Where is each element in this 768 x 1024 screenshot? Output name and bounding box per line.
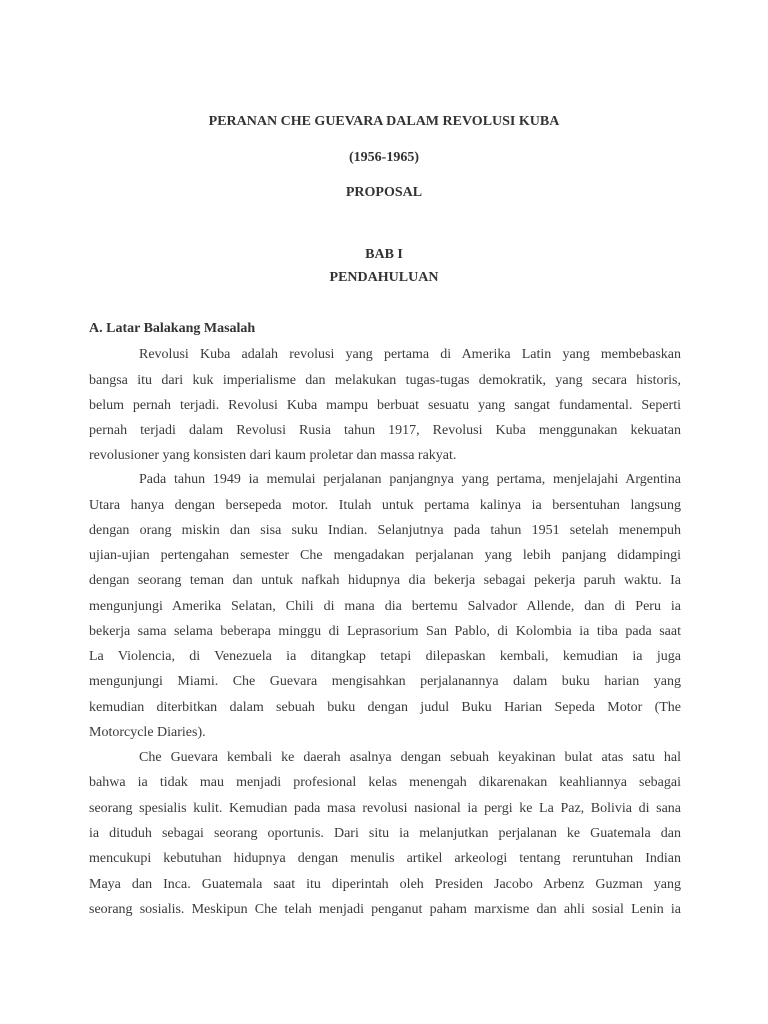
paragraph-line: dengan seorang teman dan untuk nafkah hidupnya dia bekerja sebagai pekerja paruh waktu. Ia (89, 573, 681, 588)
paragraph-line: Revolusi Kuba adalah revolusi yang pertama di Amerika Latin yang membebaskan (139, 347, 681, 362)
paragraph-line: dengan orang miskin dan sisa suku Indian. Selanjutnya pada tahun 1951 setelah menempuh (89, 523, 681, 538)
paragraph-line: La Violencia, di Venezuela ia ditangkap tetapi dilepaskan kembali, kemudian ia juga (89, 649, 681, 664)
chapter-number: BAB I (365, 247, 403, 262)
paragraph-line: belum pernah terjadi. Revolusi Kuba mampu berbuat sesuatu yang sangat fundamental. Seperti (89, 398, 681, 413)
paragraph-line: ia dituduh sebagai seorang oportunis. Dari situ ia melanjutkan perjalanan ke Guatemala dan (89, 826, 681, 841)
paragraph-line: bangsa itu dari kuk imperialisme dan melakukan tugas-tugas demokratik, yang secara historis, (89, 373, 681, 388)
paragraph-line: bahwa ia tidak mau menjadi profesional kelas menengah dikarenakan keahliannya sebagai (89, 775, 681, 790)
paragraph-line: Che Guevara kembali ke daerah asalnya dengan sebuah keyakinan bulat atas satu hal (139, 750, 681, 765)
document-title: PERANAN CHE GUEVARA DALAM REVOLUSI KUBA (208, 114, 560, 129)
paragraph-line: ujian-ujian pertengahan semester Che mengadakan perjalanan yang lebih panjang didampingi (89, 548, 681, 563)
paragraph-line: bekerja sama selama beberapa minggu di Leprasorium San Pablo, di Kolombia ia tiba pada saat (89, 624, 681, 639)
paragraph-line: Utara hanya dengan bersepeda motor. Itulah untuk pertama kalinya ia bersentuhan langsung (89, 498, 681, 513)
paragraph-line: Motorcycle Diaries). (89, 725, 206, 740)
paragraph-line: Pada tahun 1949 ia memulai perjalanan panjangnya yang pertama, menjelajahi Argentina (139, 472, 681, 487)
chapter-name: PENDAHULUAN (329, 270, 439, 285)
document-type: PROPOSAL (345, 185, 423, 200)
paragraph-line: mencukupi kebutuhan hidupnya dengan menulis artikel arkeologi tentang reruntuhan Indian (89, 851, 681, 866)
paragraph-line: revolusioner yang konsisten dari kaum proletar dan massa rakyat. (89, 448, 457, 463)
paragraph-line: mengunjungi Amerika Selatan, Chili di mana dia bertemu Salvador Allende, dan di Peru ia (89, 599, 681, 614)
paragraph-line: Maya dan Inca. Guatemala saat itu diperintah oleh Presiden Jacobo Arbenz Guzman yang (89, 877, 681, 892)
paragraph-line: mengunjungi Miami. Che Guevara mengisahkan perjalanannya dalam buku harian yang (89, 674, 681, 689)
document-period: (1956-1965) (349, 150, 419, 165)
section-heading: A. Latar Balakang Masalah (89, 321, 256, 336)
paragraph-line: seorang sosialis. Meskipun Che telah menjadi penganut paham marxisme dan ahli sosial Lenin ia (89, 902, 681, 917)
paragraph-line: pernah terjadi dalam Revolusi Rusia tahun 1917, Revolusi Kuba menggunakan kekuatan (89, 423, 681, 438)
paragraph-line: kemudian diterbitkan dalam sebuah buku dengan judul Buku Harian Sepeda Motor (The (89, 700, 681, 715)
paragraph-line: seorang spesialis kulit. Kemudian pada masa revolusi nasional ia pergi ke La Paz, Bolivia di sana (89, 801, 681, 816)
